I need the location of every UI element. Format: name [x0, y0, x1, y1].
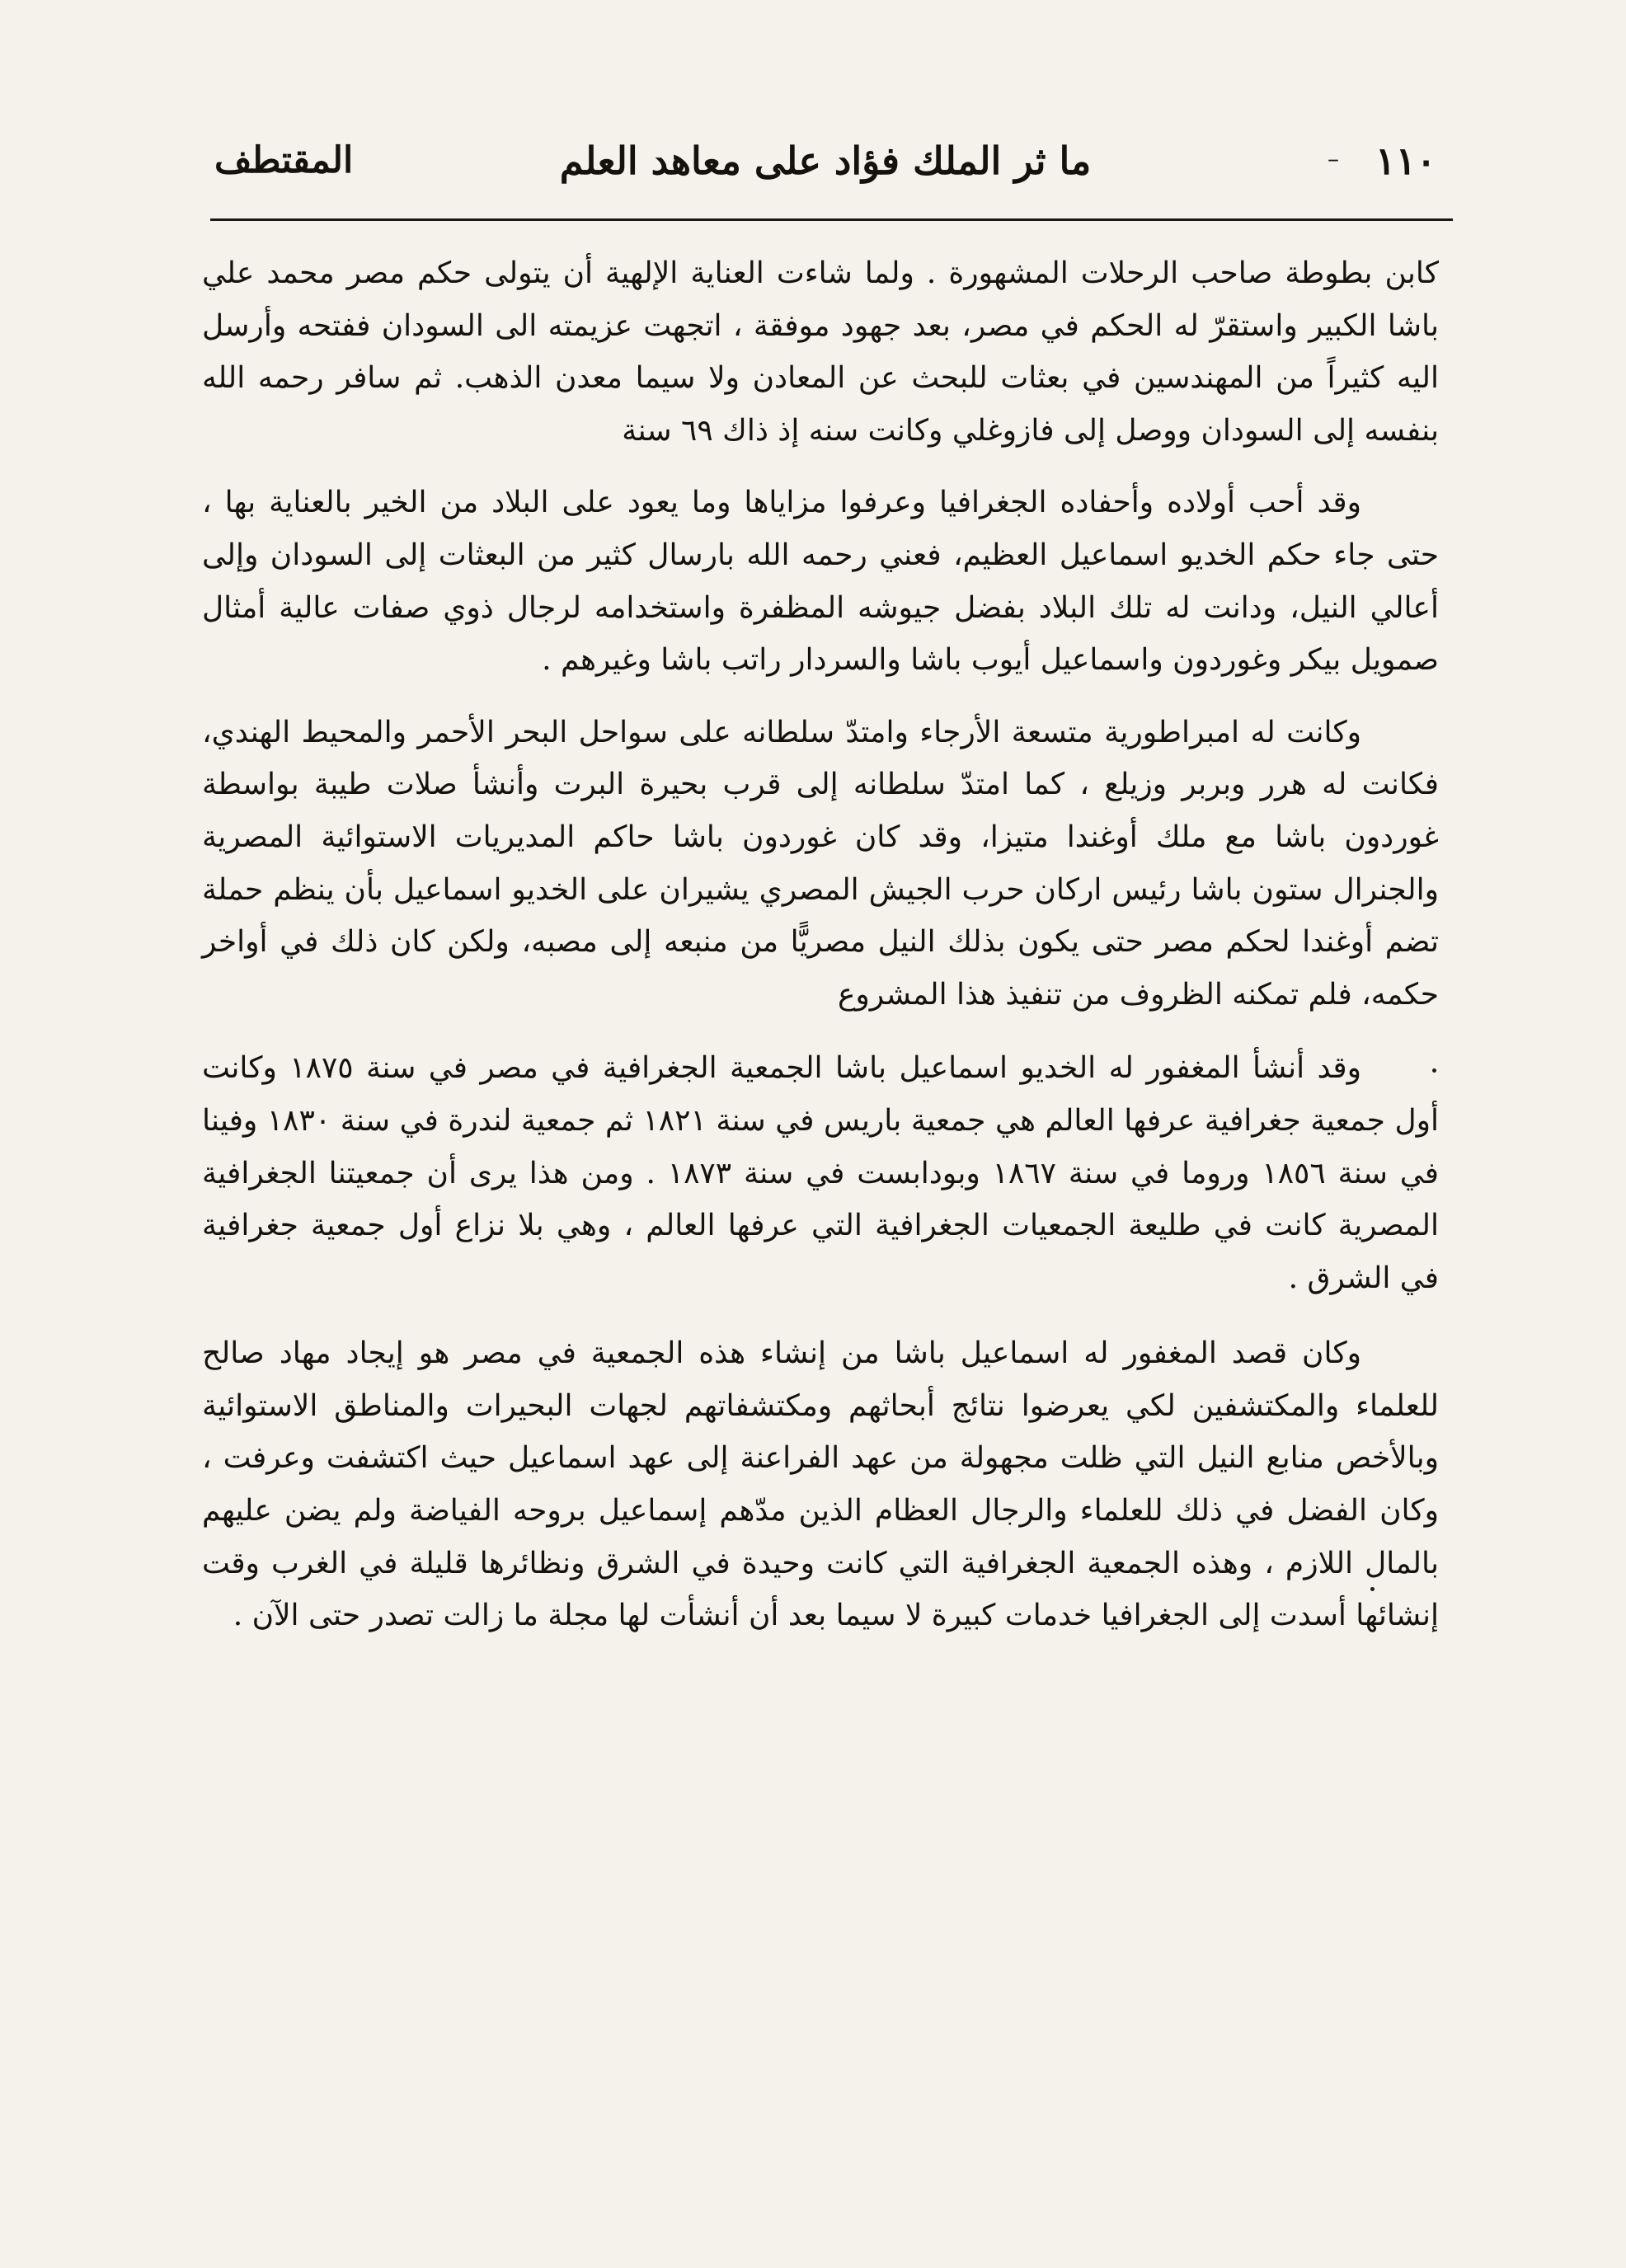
scan-speck [1370, 1587, 1375, 1591]
paragraph-3: وكانت له امبراطورية متسعة الأرجاء وامتدّ سلطانه على سواحل البحر الأحمر والمحيط الهندي، فكانت له هرر وبربر وزيلع ، كما امتدّ سلطانه إلى قرب بحيرة البرت وأنشأ صلات طيبة بواسطة غوردون باشا مع ملك أوغندا متيزا، وقد كان غوردون باشا حاكم المديريات الاستوائية المصرية والجنرال ستون باشا رئيس اركان حرب الجيش المصري يشيران على الخديو اسماعيل بأن ينظم حملة تضم أوغندا لحكم مصر حتى يكون بذلك النيل مصريًّا من منبعه إلى مصبه، ولكن كان ذلك في أواخر حكمه، فلم تمكنه الظروف من تنفيذ هذا المشروع [202, 715, 1439, 1012]
article-body [202, 247, 1439, 1642]
header-rule [210, 218, 1453, 221]
running-head [214, 136, 1436, 194]
paragraph-2: وقد أحب أولاده وأحفاده الجغرافيا وعرفوا مزاياها وما يعود على البلاد من الخير بالعناية بها ، حتى جاء حكم الخديو اسماعيل العظيم، فعني رحمه الله بارسال كثير من البعثات إلى السودان وإلى أعالي النيل، ودانت له تلك البلاد بفضل جيوشه المظفرة واستخدامه لرجال ذوي صفات عالية أمثال صمويل بيكر وغوردون واسماعيل أيوب باشا والسردار راتب باشا وغيرهم . [202, 486, 1440, 678]
page-number: ١١٠ [1375, 139, 1436, 183]
paragraph-5: وكان قصد المغفور له اسماعيل باشا من إنشاء هذه الجمعية في مصر هو إيجاد مهاد صالح للعلماء والمكتشفين لكي يعرضوا نتائج أبحاثهم ومكتشفاتهم لجهات البحيرات والمناطق الاستوائية وبالأخص منابع النيل التي ظلت مجهولة من عهد الفراعنة إلى عهد اسماعيل حيث اكتشفت وعرفت ، وكان الفضل في ذلك للعلماء والرجال العظام الذين مدّهم إسماعيل بروحه الفياضة ولم يضن عليهم بالمال اللازم ، وهذه الجمعية الجغرافية التي كانت وحيدة في الشرق ونظائرها قليلة في الغرب وقت إنشائها أسدت إلى الجغرافيا خدمات كبيرة لا سيما بعد أن أنشأت لها مجلة ما زالت تصدر حتى الآن . [202, 1336, 1439, 1633]
paragraph-1: كابن بطوطة صاحب الرحلات المشهورة . ولما شاءت العناية الإلهية أن يتولى حكم مصر محمد علي باشا الكبير واستقرّ له الحكم في مصر، بعد جهود موفقة ، اتجهت عزيمته الى السودان ففتحه وأرسل اليه كثيراً من المهندسين في بعثات للبحث عن المعادن ولا سيما معدن الذهب. ثم سافر رحمه الله بنفسه إلى السودان ووصل إلى فازوغلي وكانت سنه إذ ذاك ٦٩ سنة [202, 256, 1439, 448]
journal-name: المقتطف [214, 139, 354, 181]
article-title: ما ثر الملك فؤاد على معاهد العلم [559, 139, 1092, 183]
page-number-dash: – [1328, 145, 1339, 172]
paragraph-4: وقد أنشأ المغفور له الخديو اسماعيل باشا الجمعية الجغرافية في مصر في سنة ١٨٧٥ وكانت أول جمعية جغرافية عرفها العالم هي جمعية باريس في سنة ١٨٢١ ثم جمعية لندرة في سنة ١٨٣٠ وفينا في سنة ١٨٥٦ وروما في سنة ١٨٦٧ وبودابست في سنة ١٨٧٣ . ومن هذا يرى أن جمعيتنا الجغرافية المصرية كانت في طليعة الجمعيات الجغرافية التي عرفها العالم ، وهي بلا نزاع أول جمعية جغرافية في الشرق . [202, 1051, 1439, 1295]
scan-speck [1432, 1068, 1436, 1073]
